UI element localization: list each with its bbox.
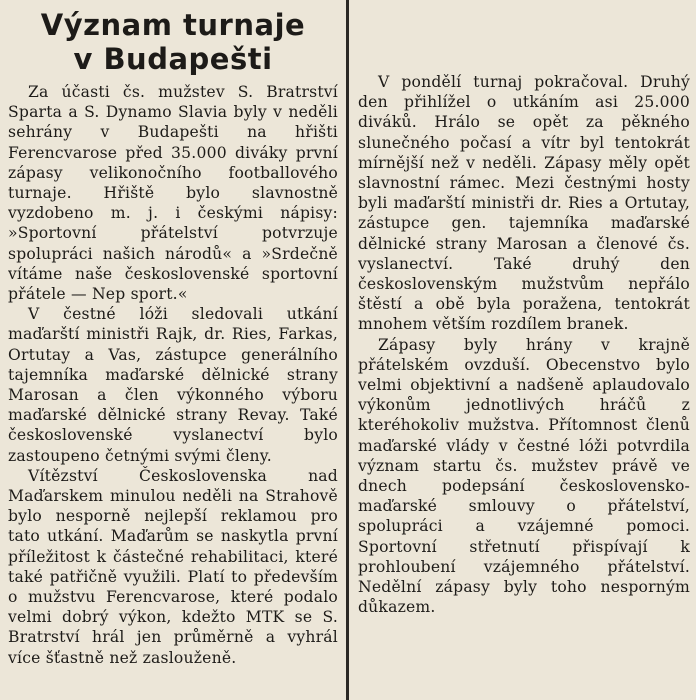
paragraph: V čestné lóži sledovali utkání maďarští ministři Rajk, dr. Ries, Farkas, Ortutay a Vas, zástupce generálního tajemníka maďarské dělnické strany Marosan a člen výkonného výboru maďarské dělnické strany Revay. Také československé vyslanectví bylo zastoupeno četnými svými členy. (8, 305, 338, 465)
article-headline (8, 8, 338, 76)
paragraph: Za účasti čs. mužstev S. Bratrství Sparta a S. Dynamo Slavia byly v neděli sehrány v Budapešti na hřišti Ferencvarose před 35.000 diváky první zápasy velikonočního footballového turnaje. Hřiště bylo slavnostně vyzdobeno m. j. i českými nápisy: »Sportovní přátelství potvrzuje spolupráci našich národů« a »Srdečně vítáme naše československé sportovní přátele — Nep sport.« (8, 83, 338, 304)
column-divider (346, 0, 349, 700)
paragraph: V pondělí turnaj pokračoval. Druhý den přihlížel o utkáním asi 25.000 diváků. Hrálo se opět za pěkného slunečného počasí a vítr byl tentokrát mírnější než v neděli. Zápasy měly opět slavnostní rámec. Mezi čestnými hosty byli maďarští ministři dr. Ries a Ortutay, zástupce gen. tajemníka maďarské dělnické strany Marosan a členové čs. vyslanectví. Také druhý den československým mužstvům nepřálo štěstí a obě byla poražena, tentokrát mnohem větším rozdílem branek. (358, 73, 690, 334)
paragraph: Vítězství Československa nad Maďarskem minulou neděli na Strahově bylo nesporně nejlepší reklamou pro tato utkání. Maďarům se naskytla první příležitost k částečné rehabilitaci, které také patřičně využili. Platí to především o mužstvu Ferencvarose, které podalo velmi dobrý výkon, kdežto MTK se S. Bratrství hrál jen průměrně a vyhrál více šťastně než zaslouženě. (8, 466, 338, 667)
left-body (8, 82, 338, 668)
paragraph: Zápasy byly hrány v krajně přátelském ovzduší. Obecenstvo bylo velmi objektivní a nadšeně aplaudovalo výkonům jednotlivých hráčů z kteréhokoliv mužstva. Přítomnost členů maďarské vlády v čestné lóži potvrdila význam startu čs. mužstev právě ve dnech podepsání československo-maďarské smlouvy o přátelství, spolupráci a vzájemné pomoci. Sportovní střetnutí přispívají k prohloubení vzájemného přátelství. Nedělní zápasy byly toho nesporným důkazem. (358, 335, 690, 617)
headline-line-1: Význam turnaje (40, 8, 306, 42)
headline-line-2: v Budapešti (73, 42, 273, 76)
right-body (358, 0, 690, 617)
left-column (8, 0, 338, 700)
right-column (358, 0, 690, 700)
